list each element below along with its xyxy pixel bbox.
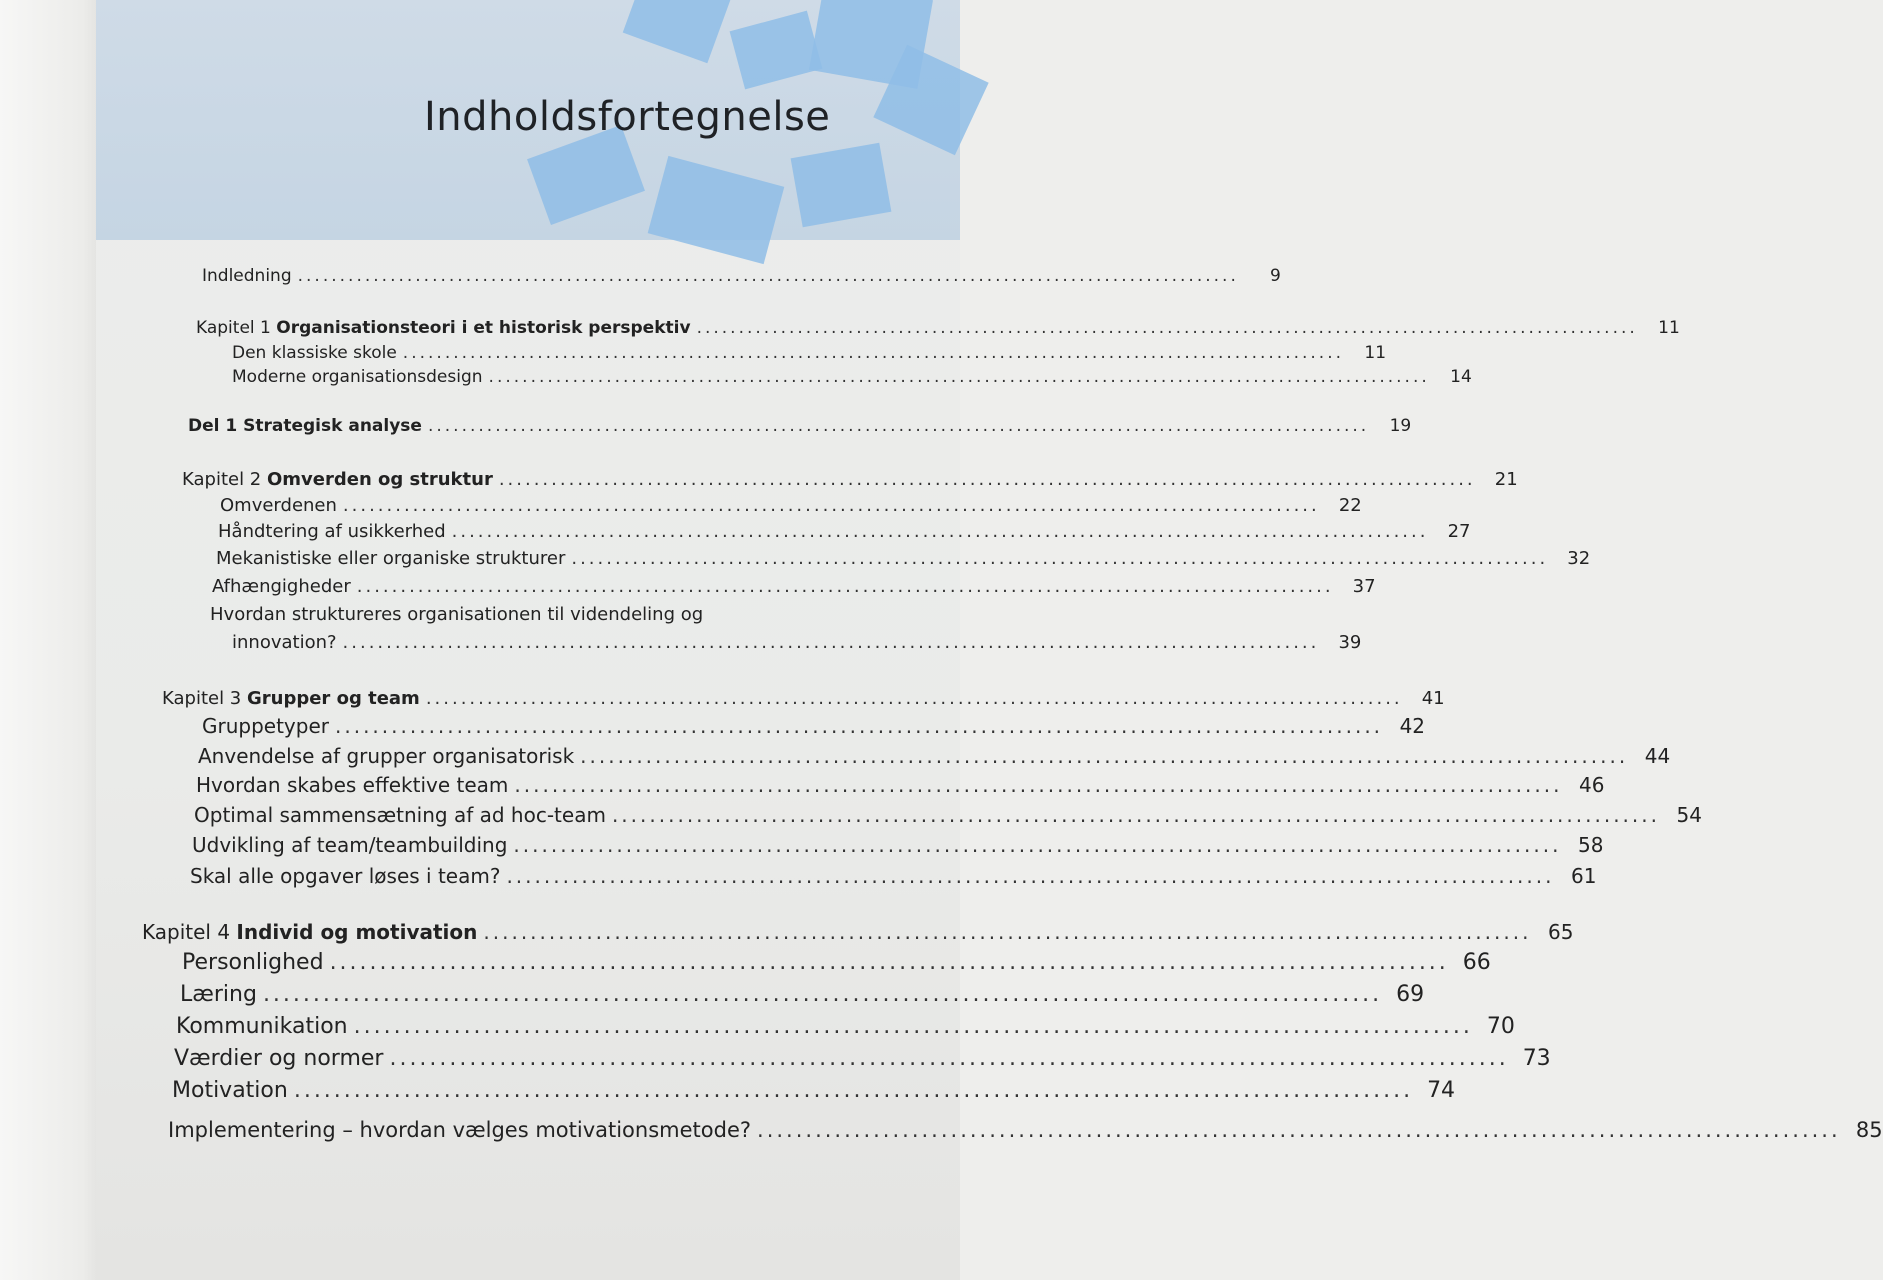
toc-page-number: 22 xyxy=(1338,495,1362,516)
leader-dots: ................................................................................................................ xyxy=(262,982,1383,1007)
toc-page-number: 74 xyxy=(1427,1078,1456,1103)
leader-dots: ................................................................................................................ xyxy=(757,1118,1841,1142)
toc-page-number: 54 xyxy=(1676,803,1702,827)
toc-entry: Skal alle opgaver løses i team? ................................................................................................................ 61 xyxy=(190,864,1597,888)
toc-page-number: 70 xyxy=(1486,1014,1515,1039)
toc-entry xyxy=(202,266,1281,286)
toc-entry: Hvordan skabes effektive team ................................................................................................................ 46 xyxy=(196,773,1605,797)
leader-dots: ................................................................................................................ xyxy=(513,833,1562,857)
leader-dots: ................................................................................................................ xyxy=(483,920,1532,944)
toc-entry: Kommunikation ................................................................................................................ 70 xyxy=(176,1014,1515,1039)
leader-dots: ................................................................................................................ xyxy=(451,521,1429,542)
leader-dots: ................................................................................................................ xyxy=(389,1046,1509,1071)
leader-dots: ................................................................................................................ xyxy=(488,367,1430,387)
leader-dots: ................................................................................................................ xyxy=(353,1014,1473,1039)
toc-page-number: 44 xyxy=(1644,744,1671,768)
toc-page-number: 42 xyxy=(1399,714,1426,738)
toc-part-entry: Del 1 Strategisk analyse ................................................................................................................ 19 xyxy=(188,416,1412,436)
toc-page-number: 46 xyxy=(1578,773,1605,797)
toc-page-number: 58 xyxy=(1578,833,1604,857)
toc-entry: Værdier og normer ................................................................................................................ 73 xyxy=(174,1046,1551,1071)
toc-entry: Omverdenen ................................................................................................................ 22 xyxy=(220,495,1362,516)
toc-chapter-entry: Kapitel 3 Grupper og team ................................................................................................................ 41 xyxy=(162,688,1445,709)
leader-dots: ................................................................................................................ xyxy=(293,1078,1414,1103)
toc-entry: Personlighed ................................................................................................................ 66 xyxy=(182,950,1491,975)
toc-page-number: 19 xyxy=(1389,416,1412,436)
toc-entry: Udvikling af team/teambuilding ................................................................................................................ 58 xyxy=(192,833,1604,857)
toc-entry: Gruppetyper ................................................................................................................ 42 xyxy=(202,714,1426,738)
toc-page-number: 14 xyxy=(1450,367,1472,387)
toc-entry: Moderne organisationsdesign ................................................................................................................ 14 xyxy=(232,367,1472,387)
toc-page-number: 85 xyxy=(1855,1118,1883,1142)
leader-dots: ................................................................................................................ xyxy=(611,803,1660,827)
toc-entry: innovation? ................................................................................................................ 39 xyxy=(232,632,1362,653)
toc-entry: Håndtering af usikkerhed ................................................................................................................ 27 xyxy=(218,521,1471,542)
toc-page-number: 65 xyxy=(1547,920,1574,944)
toc-page-number: 11 xyxy=(1364,343,1387,363)
leader-dots: ................................................................................................................ xyxy=(335,714,1384,738)
toc-page-number: 32 xyxy=(1567,548,1591,569)
toc-page-number: 73 xyxy=(1522,1046,1551,1071)
toc-page-number: 69 xyxy=(1396,982,1425,1007)
toc-entry: Læring ................................................................................................................ 69 xyxy=(180,982,1425,1007)
toc-entry-first-line: Hvordan struktureres organisationen til videndeling og xyxy=(210,604,704,625)
toc-entry: Den klassiske skole ................................................................................................................ 11 xyxy=(232,343,1387,363)
toc-page-number: 61 xyxy=(1571,864,1597,888)
toc-entry: Motivation ................................................................................................................ 74 xyxy=(172,1078,1456,1103)
leader-dots: ................................................................................................................ xyxy=(342,632,1320,653)
toc-entry: Anvendelse af grupper organisatorisk ................................................................................................................ 44 xyxy=(198,744,1671,768)
toc-page-number: 21 xyxy=(1494,469,1518,490)
toc-page-number: 9 xyxy=(1270,266,1281,286)
toc-entry: Optimal sammensætning af ad hoc-team ................................................................................................................ 54 xyxy=(194,803,1702,827)
leader-dots: ................................................................................................................ xyxy=(425,688,1403,709)
toc-page-number: 66 xyxy=(1462,950,1491,975)
leader-dots: ................................................................................................................ xyxy=(580,744,1629,768)
toc-entry: Implementering – hvordan vælges motivationsmetode? ................................................................................................................ 85 xyxy=(168,1118,1883,1142)
leader-dots: ................................................................................................................ xyxy=(571,548,1549,569)
toc-entry-label: Indledning xyxy=(202,266,292,286)
toc-page-number: 37 xyxy=(1352,576,1376,597)
toc-page-number: 41 xyxy=(1421,688,1445,709)
leader-dots: ................................................................................................................ xyxy=(498,469,1476,490)
toc-entry: Mekanistiske eller organiske strukturer ................................................................................................................ 32 xyxy=(216,548,1591,569)
leader-dots: ................................................................................................................ xyxy=(402,343,1345,363)
leader-dots: ................................................................................................................ xyxy=(356,576,1334,597)
page-title: Indholdsfortegnelse xyxy=(424,94,831,140)
toc-chapter-entry: Kapitel 1 Organisationsteori i et historisk perspektiv ................................................................................................................ 11 xyxy=(196,318,1680,338)
leader-dots: ................................................................................................................ xyxy=(342,495,1320,516)
leader-dots: ................................................................................................................ xyxy=(506,864,1555,888)
leader-dots: ................................................................................................................ xyxy=(427,416,1370,436)
toc-chapter-entry: Kapitel 2 Omverden og struktur ................................................................................................................ 21 xyxy=(182,469,1518,490)
toc-page-number: 11 xyxy=(1658,318,1680,338)
toc-entry: Afhængigheder ................................................................................................................ 37 xyxy=(212,576,1376,597)
leader-dots: ................................................................................................................ xyxy=(696,318,1638,338)
toc-chapter-entry: Kapitel 4 Individ og motivation ................................................................................................................ 65 xyxy=(142,920,1574,944)
toc-page-number: 39 xyxy=(1338,632,1362,653)
leader-dots: ................................................................................................................ xyxy=(297,266,1239,286)
leader-dots: ................................................................................................................ xyxy=(329,950,1449,975)
leader-dots: ................................................................................................................ xyxy=(514,773,1563,797)
toc-page-number: 27 xyxy=(1447,521,1471,542)
